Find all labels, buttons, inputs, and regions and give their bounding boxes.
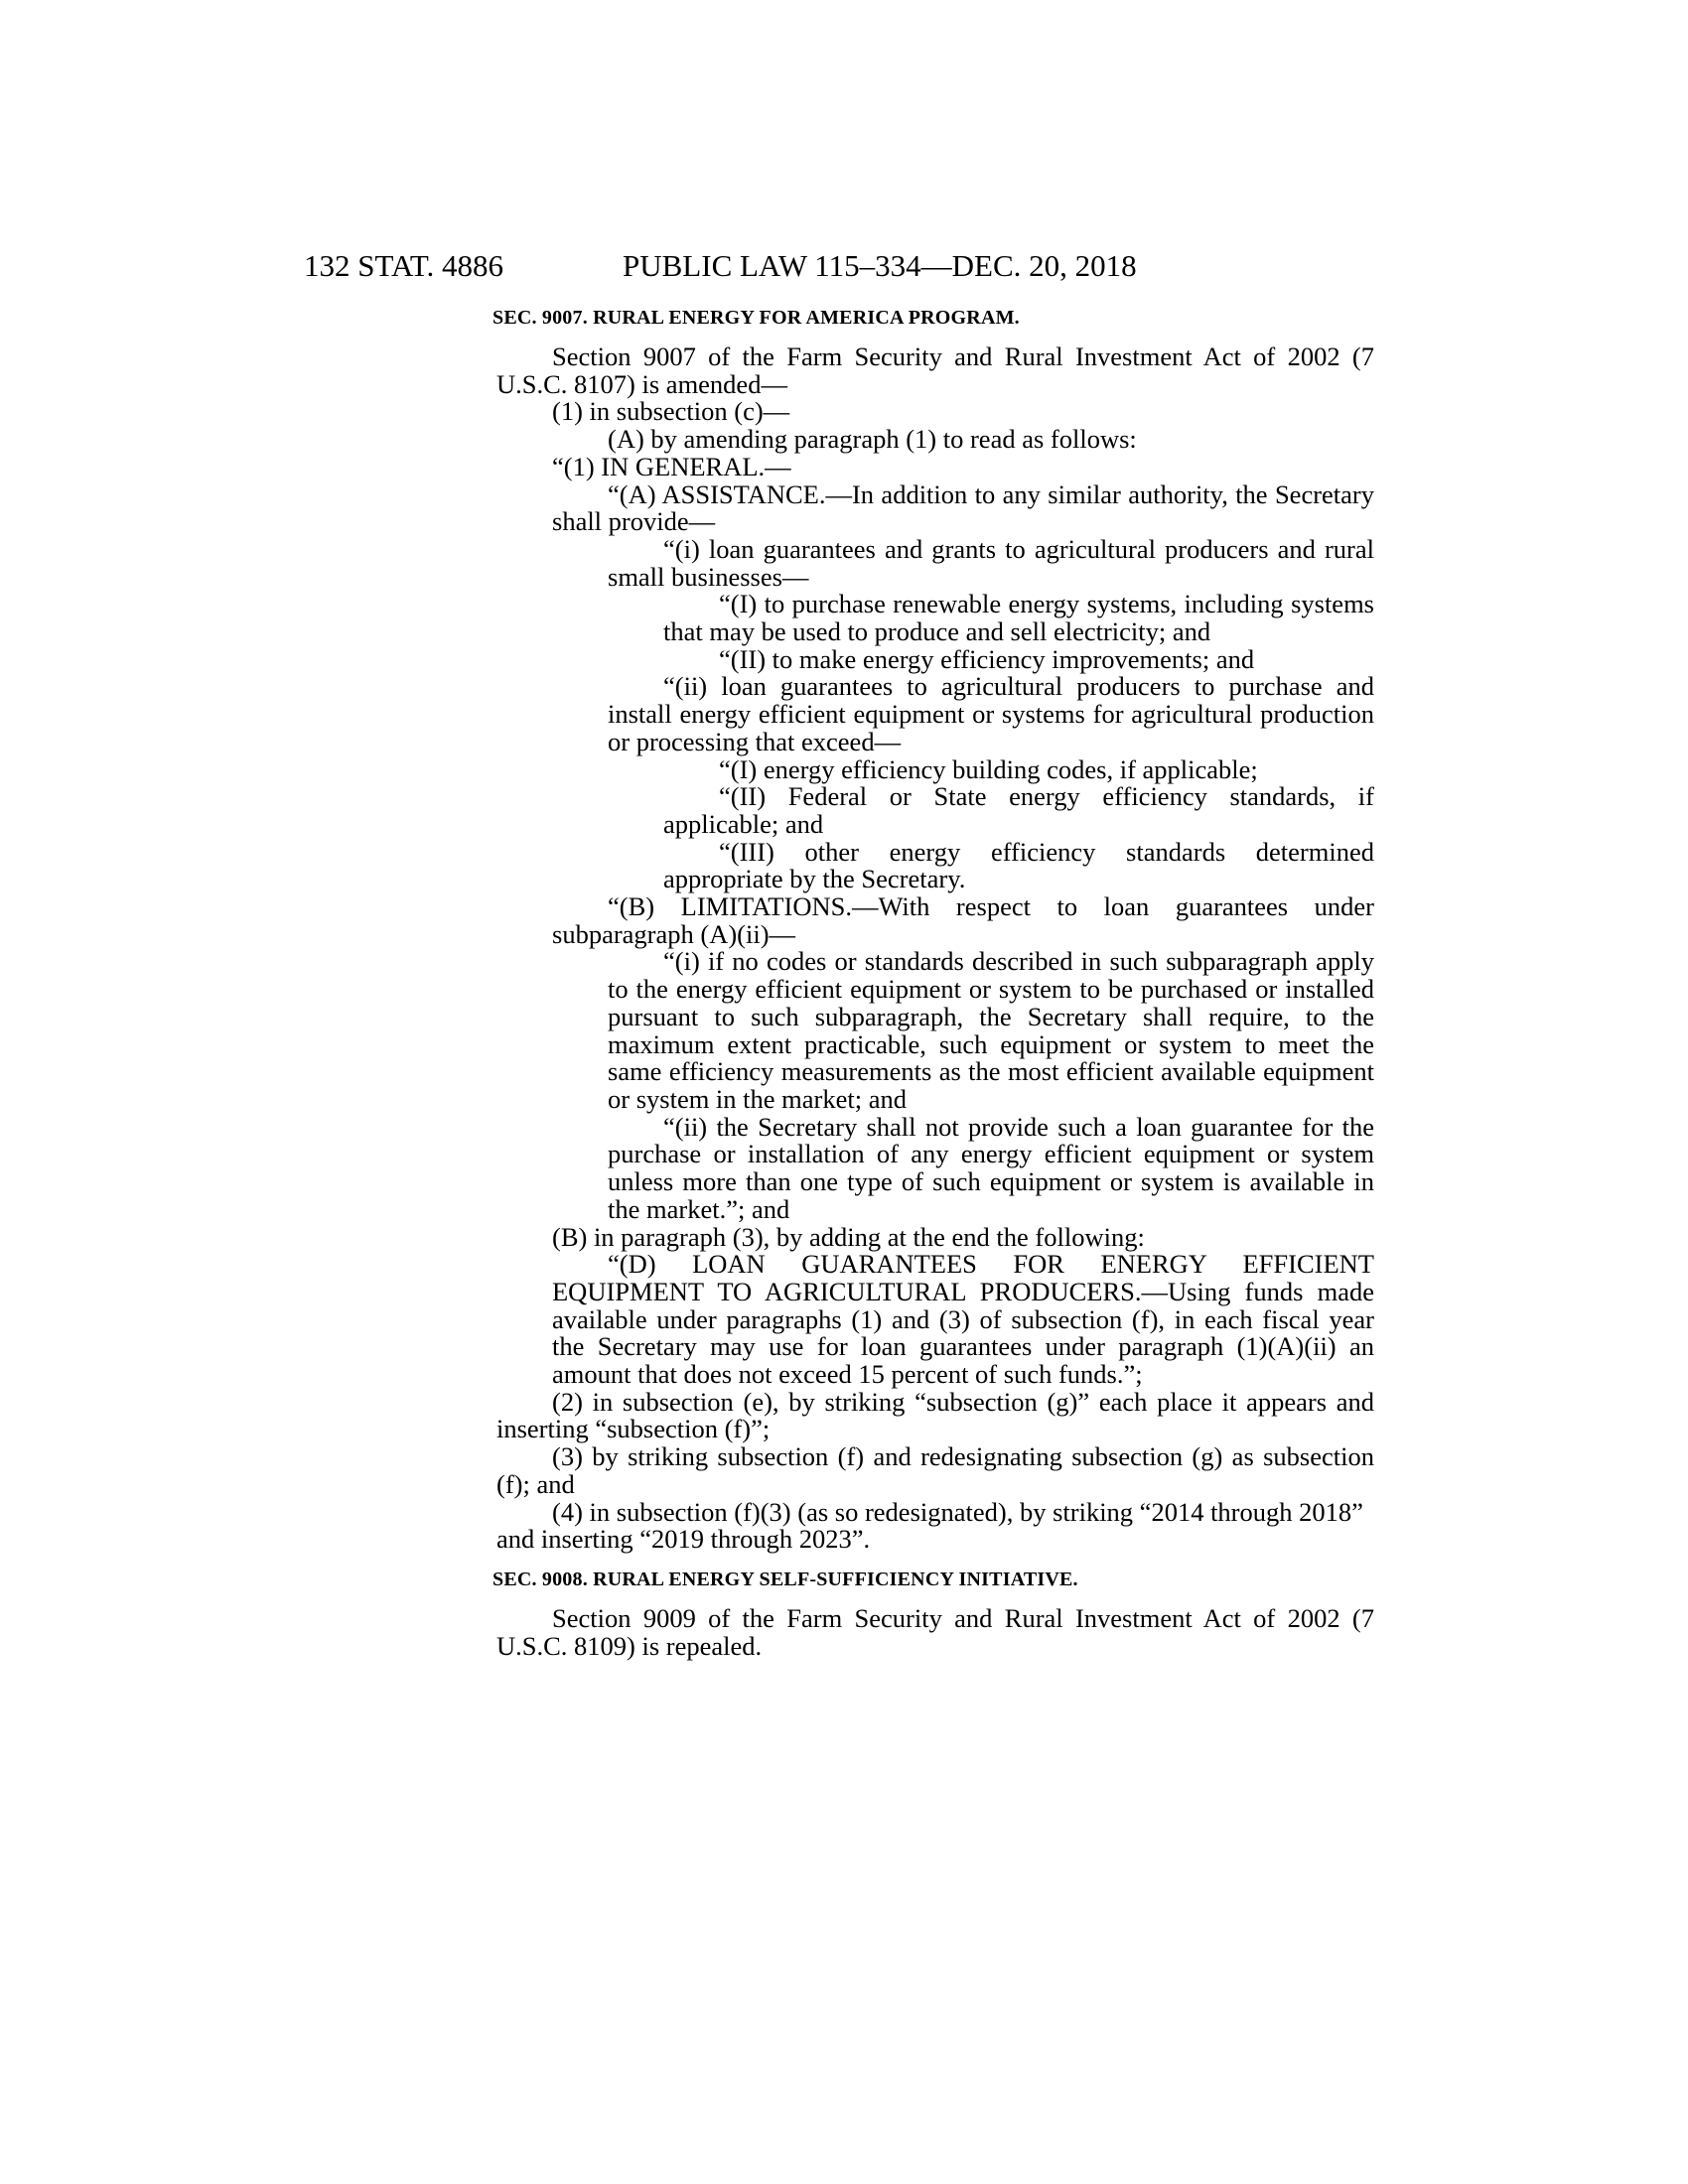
paragraph: “(ii) the Secretary shall not provide such a loan guarantee for the purchase or installation of any energy efficient equipment or system unless more than one type of such equipment or system is available in the market.”; and <box>608 1111 1374 1224</box>
section-heading: SEC. 9008. RURAL ENERGY SELF-SUFFICIENCY INITIATIVE. <box>492 1568 1078 1590</box>
paragraph: (3) by striking subsection (f) and redesignating subsection (g) as subsection (f); and <box>496 1441 1374 1499</box>
paragraph: (2) in subsection (e), by striking “subsection (g)” each place it appears and inserting “subsection (f)”; <box>496 1386 1374 1444</box>
paragraph: “(i) loan guarantees and grants to agricultural producers and rural small businesses— <box>608 533 1374 592</box>
paragraph: Section 9009 of the Farm Security and Rural Investment Act of 2002 (7 U.S.C. 8109) is repealed. <box>496 1602 1374 1661</box>
paragraph: “(I) to purchase renewable energy systems, including systems that may be used to produce and sell electricity; and <box>663 589 1374 647</box>
paragraph: “(I) energy efficiency building codes, if applicable; <box>719 753 1258 784</box>
paragraph: “(II) to make energy efficiency improvements; and <box>719 643 1255 674</box>
paragraph: “(B) LIMITATIONS.—With respect to loan guarantees under subparagraph (A)(ii)— <box>552 891 1374 949</box>
paragraph: Section 9007 of the Farm Security and Rural Investment Act of 2002 (7 U.S.C. 8107) is amended— <box>496 341 1374 399</box>
paragraph: “(II) Federal or State energy efficiency standards, if applicable; and <box>663 781 1374 839</box>
paragraph: “(ii) loan guarantees to agricultural producers to purchase and install energy efficient equipment or systems for agricultural production or processing that exceed— <box>608 671 1374 756</box>
paragraph: “(1) IN GENERAL.— <box>552 451 791 481</box>
running-head: PUBLIC LAW 115–334—DEC. 20, 2018 <box>623 248 1137 283</box>
document-body <box>492 304 1375 1661</box>
section-heading: SEC. 9007. RURAL ENERGY FOR AMERICA PROGRAM. <box>492 307 1020 329</box>
paragraph: “(D) LOAN GUARANTEES FOR ENERGY EFFICIENT EQUIPMENT TO AGRICULTURAL PRODUCERS.—Using funds made available under paragraphs (1) and (3) of subsection (f), in each fiscal year the Secretary may use for loan guarantees under paragraph (1)(A)(ii) an amount that does not exceed 15 percent of such funds.”; <box>552 1249 1375 1390</box>
paragraph: “(III) other energy efficiency standards determined appropriate by the Secretary. <box>663 836 1374 894</box>
paragraph: “(i) if no codes or standards described in such subparagraph apply to the energy efficient equipment or system to be purchased or installed pursuant to such subparagraph, the Secretary shall require, to the maximum extent practicable, such equipment or system to meet the same efficiency measurements as the most efficient available equipment or system in the market; and <box>608 946 1374 1114</box>
statute-citation: 132 STAT. 4886 <box>304 248 504 283</box>
paragraph: “(A) ASSISTANCE.—In addition to any similar authority, the Secretary shall provide— <box>552 478 1374 537</box>
paragraph: (1) in subsection (c)— <box>552 396 790 427</box>
paragraph: (B) in paragraph (3), by adding at the end the following: <box>552 1221 1145 1252</box>
page-header <box>304 246 1374 286</box>
paragraph: (4) in subsection (f)(3) (as so redesignated), by striking “2014 through 2018” and inserting “2019 through 2023”. <box>496 1496 1363 1555</box>
paragraph: (A) by amending paragraph (1) to read as follows: <box>608 424 1137 455</box>
